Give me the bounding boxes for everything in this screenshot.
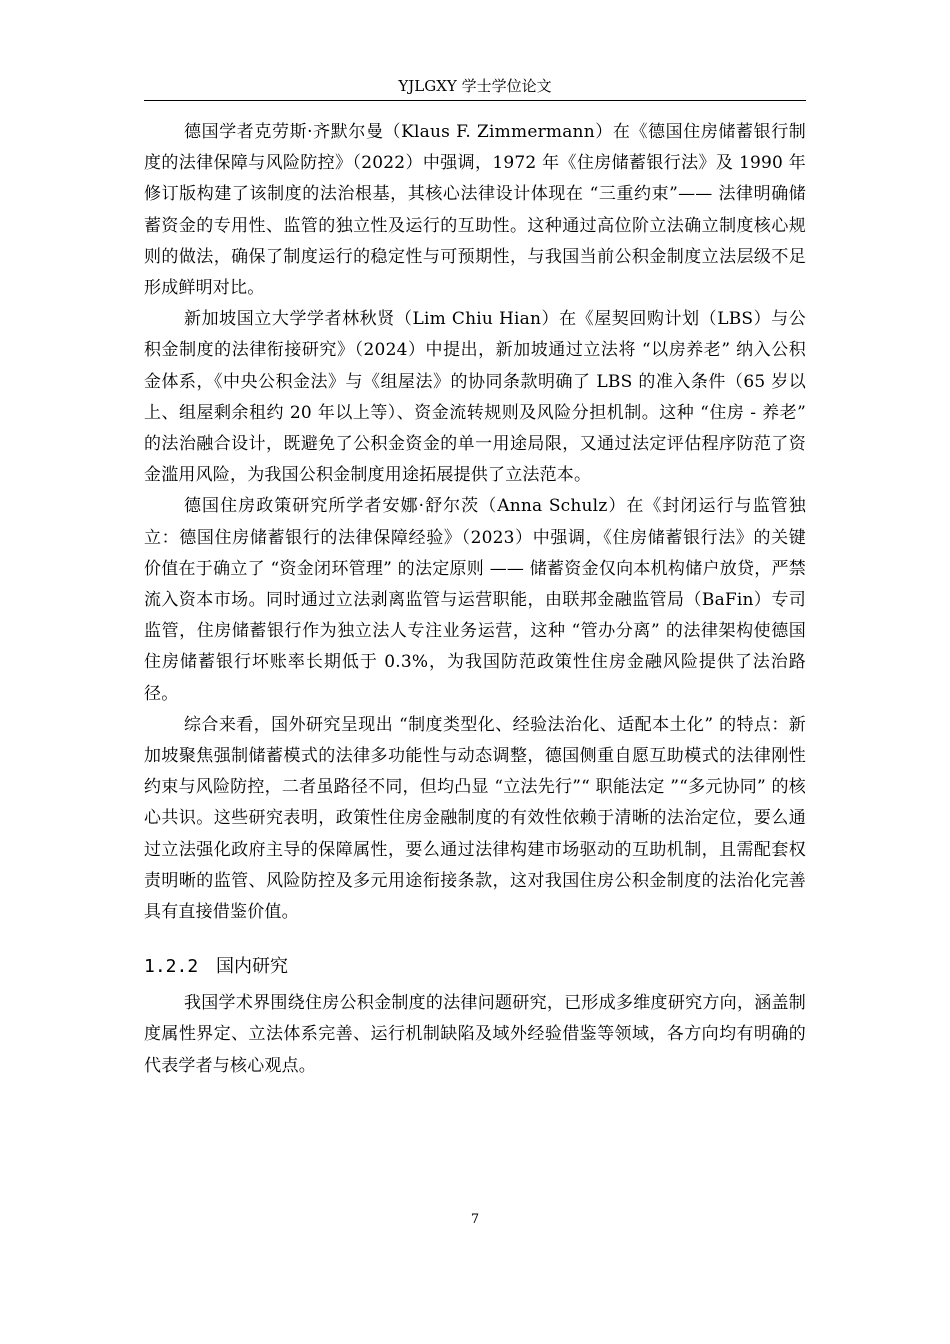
running-header: YJLGXY 学士学位论文 [398,77,552,95]
paragraph-domestic-research: 我国学术界围绕住房公积金制度的法律问题研究，已形成多维度研究方向，涵盖制度属性界定、立法体系完善、运行机制缺陷及域外经验借鉴等领域，各方向均有明确的代表学者与核心观点。 [144,993,806,1076]
header-divider [144,100,806,101]
section-heading [144,952,806,982]
paragraph-anna-schulz: 德国住房政策研究所学者安娜·舒尔茨（Anna Schulz）在《封闭运行与监管独立：德国住房储蓄银行的法律保障经验》（2023）中强调，《住房储蓄银行法》的关键价值在于确立了 “资金闭环管理” 的法定原则 —— 储蓄资金仅向本机构储户放贷，严禁流入资本市场。同时通过立法剥离监管与运营职能，由联邦金融监管局（BaFin）专司监管，住房储蓄银行作为独立法人专注业务运营，这种 “管办分离” 的法律架构使德国住房储蓄银行坏账率长期低于 0.3%，为我国防范政策性住房金融风险提供了法治路径。 [144,496,806,704]
paragraph-zimmermann: 德国学者克劳斯·齐默尔曼（Klaus F. Zimmermann）在《德国住房储蓄银行制度的法律保障与风险防控》（2022）中强调，1972 年《住房储蓄银行法》及 1990 年修订版构建了该制度的法治根基，其核心法律设计体现在 “三重约束”—— 法律明确储蓄资金的专用性、监管的独立性及运行的互助性。这种通过高位阶立法确立制度核心规则的做法，确保了制度运行的稳定性与可预期性，与我国当前公积金制度立法层级不足形成鲜明对比。 [144,122,806,299]
section-title: 国内研究 [216,956,288,978]
paragraph-lim-chiu-hian: 新加坡国立大学学者林秋贤（Lim Chiu Hian）在《屋契回购计划（LBS）与公积金制度的法律衔接研究》（2024）中提出，新加坡通过立法将 “以房养老” 纳入公积金体系，《中央公积金法》与《组屋法》的协同条款明确了 LBS 的准入条件（65 岁以上、组屋剩余租约 20 年以上等）、资金流转规则及风险分担机制。这种 “住房 - 养老” 的法治融合设计，既避免了公积金资金的单一用途局限，又通过法定评估程序防范了资金滥用风险，为我国公积金制度用途拓展提供了立法范本。 [144,309,806,486]
body-text [144,117,806,1082]
paragraph-summary: 综合来看，国外研究呈现出 “制度类型化、经验法治化、适配本土化” 的特点：新加坡聚焦强制储蓄模式的法律多功能性与动态调整，德国侧重自愿互助模式的法律刚性约束与风险防控，二者虽路径不同，但均凸显 “立法先行”“ 职能法定 ”“多元协同” 的核心共识。这些研究表明，政策性住房金融制度的有效性依赖于清晰的法治定位，要么通过立法强化政府主导的保障属性，要么通过法律构建市场驱动的互助机制，且需配套权责明晰的监管、风险防控及多元用途衔接条款，这对我国住房公积金制度的法治化完善具有直接借鉴价值。 [144,714,806,923]
page-number: 7 [470,1212,480,1227]
section-number: 1.2.2 [144,956,199,978]
